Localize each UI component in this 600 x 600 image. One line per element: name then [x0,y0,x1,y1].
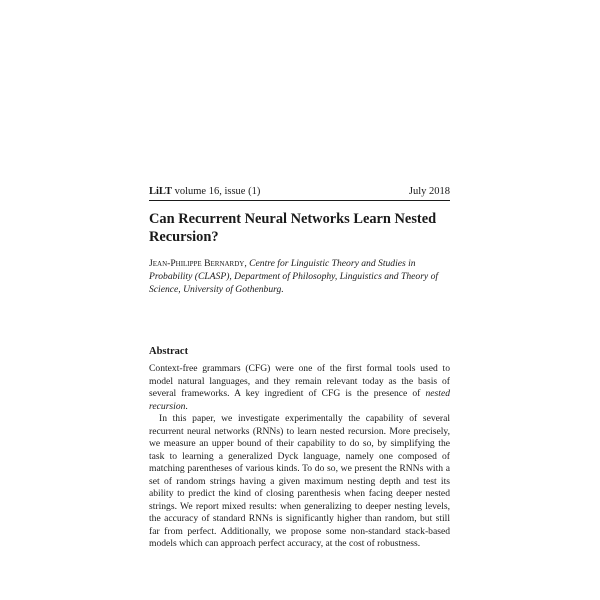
abstract-paragraph-1 [149,363,450,413]
publication-date: July 2018 [408,186,450,197]
abstract-paragraph-1-text: Context-free grammars (CFG) were one of the first formal tools used to model natural languages, and they remain relevant today as the basis of several frameworks. A key ingredient of CFG is the presence of [149,363,450,399]
author-name: Jean-Philippe Bernardy [149,258,245,269]
abstract-paragraph-2: In this paper, we investigate experimentally the capability of several recurrent neural networks (RNNs) to learn nested recursion. More precisely, we measure an upper bound of their capability to do so, by simplifying the task to learning a generalized Dyck language, namely one composed of matching parentheses of various kinds. To do so, we present the RNNs with a set of random strings having a given maximum nesting depth and test its ability to predict the kind of closing parenthesis when facing deeper nested strings. We report mixed results: when generalizing to deeper nesting levels, the accuracy of standard RNNs is significantly higher than random, but still far from perfect. Additionally, we propose some non-standard stack-based models which can approach perfect accuracy, at the cost of robustness. [149,413,450,549]
author-block [149,257,450,296]
abstract-body [149,363,450,551]
author-separator: , [244,258,250,269]
paper-title: Can Recurrent Neural Networks Learn Nested Recursion? [149,211,437,245]
abstract-emphasis: nested recursion [149,388,450,412]
abstract-paragraph-1-end: . [185,400,188,412]
journal-name: LiLT [149,186,172,197]
abstract-heading: Abstract [149,346,189,357]
journal-info [149,186,260,198]
journal-volume: volume 16, issue (1) [174,186,261,197]
author-affiliation: Centre for Linguistic Theory and Studies in Probability (CLASP), Department of Philosophy, Linguistics and Theory of Science, University of Gothenburg. [149,258,439,295]
header-divider [149,200,450,201]
running-header [149,186,450,198]
